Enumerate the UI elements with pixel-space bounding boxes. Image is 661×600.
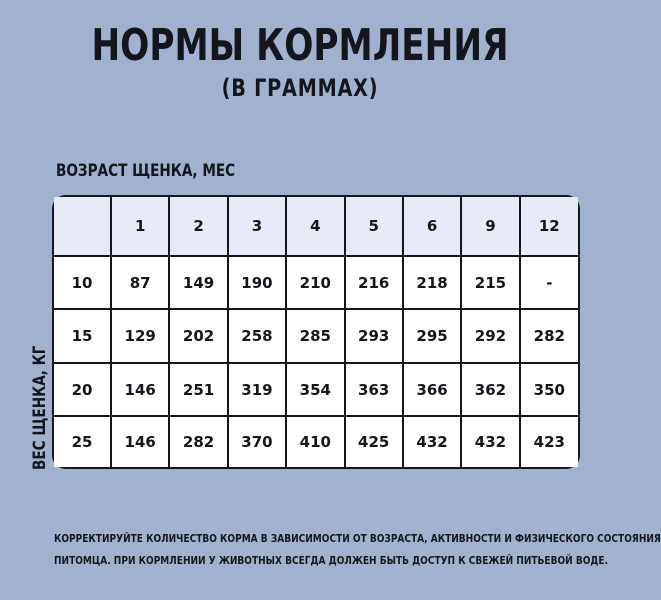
table-cell: 190 xyxy=(228,256,286,309)
table-cell: 210 xyxy=(286,256,344,309)
column-header: 1 xyxy=(111,197,169,256)
table-cell: 362 xyxy=(461,363,519,416)
table-row xyxy=(54,363,578,416)
table-cell: 202 xyxy=(169,309,227,362)
row-header: 15 xyxy=(54,309,111,362)
table-cell: 129 xyxy=(111,309,169,362)
column-header: 6 xyxy=(403,197,461,256)
column-axis-label: ВОЗРАСТ ЩЕНКА, МЕС xyxy=(56,161,236,181)
table-cell: 258 xyxy=(228,309,286,362)
table-cell: 370 xyxy=(228,416,286,467)
table-cell: 146 xyxy=(111,416,169,467)
column-header: 12 xyxy=(520,197,578,256)
table-cell: 319 xyxy=(228,363,286,416)
table-cell: 251 xyxy=(169,363,227,416)
feeding-table xyxy=(52,195,580,469)
table-cell: 215 xyxy=(461,256,519,309)
table-corner-cell xyxy=(54,197,111,256)
row-header: 25 xyxy=(54,416,111,467)
table-cell: 216 xyxy=(345,256,403,309)
row-axis-label: ВЕС ЩЕНКА, КГ xyxy=(30,345,50,470)
table-cell: 366 xyxy=(403,363,461,416)
row-header: 20 xyxy=(54,363,111,416)
feeding-note xyxy=(0,528,661,572)
feeding-note-line-1: КОРРЕКТИРУЙТЕ КОЛИЧЕСТВО КОРМА В ЗАВИСИМОСТИ ОТ ВОЗРАСТА, АКТИВНОСТИ И ФИЗИЧЕСКОГО СОСТОЯНИЯ xyxy=(54,532,661,545)
column-header: 9 xyxy=(461,197,519,256)
page-subtitle: (В ГРАММАХ) xyxy=(221,74,379,102)
table-cell: 425 xyxy=(345,416,403,467)
table-row xyxy=(54,416,578,467)
table-cell: 285 xyxy=(286,309,344,362)
column-header: 5 xyxy=(345,197,403,256)
table-cell: 282 xyxy=(169,416,227,467)
table-cell: 295 xyxy=(403,309,461,362)
table-cell: 87 xyxy=(111,256,169,309)
table-cell: 350 xyxy=(520,363,578,416)
table-cell: 146 xyxy=(111,363,169,416)
table-cell: 432 xyxy=(403,416,461,467)
table-cell: 293 xyxy=(345,309,403,362)
table-cell: 149 xyxy=(169,256,227,309)
table-cell: 363 xyxy=(345,363,403,416)
column-header: 2 xyxy=(169,197,227,256)
column-header: 3 xyxy=(228,197,286,256)
feeding-note-line-2: ПИТОМЦА. ПРИ КОРМЛЕНИИ У ЖИВОТНЫХ ВСЕГДА ДОЛЖЕН БЫТЬ ДОСТУП К СВЕЖЕЙ ПИТЬЕВОЙ ВОДЕ. xyxy=(54,554,608,567)
table-header-row xyxy=(54,197,578,256)
table-cell: 354 xyxy=(286,363,344,416)
table-cell: 410 xyxy=(286,416,344,467)
page-title: НОРМЫ КОРМЛЕНИЯ xyxy=(91,20,509,71)
table-cell: 292 xyxy=(461,309,519,362)
table-cell: 218 xyxy=(403,256,461,309)
table-cell: 423 xyxy=(520,416,578,467)
table-cell: 282 xyxy=(520,309,578,362)
table-cell: - xyxy=(520,256,578,309)
column-header: 4 xyxy=(286,197,344,256)
table-row xyxy=(54,256,578,309)
table-cell: 432 xyxy=(461,416,519,467)
row-header: 10 xyxy=(54,256,111,309)
table-row xyxy=(54,309,578,362)
